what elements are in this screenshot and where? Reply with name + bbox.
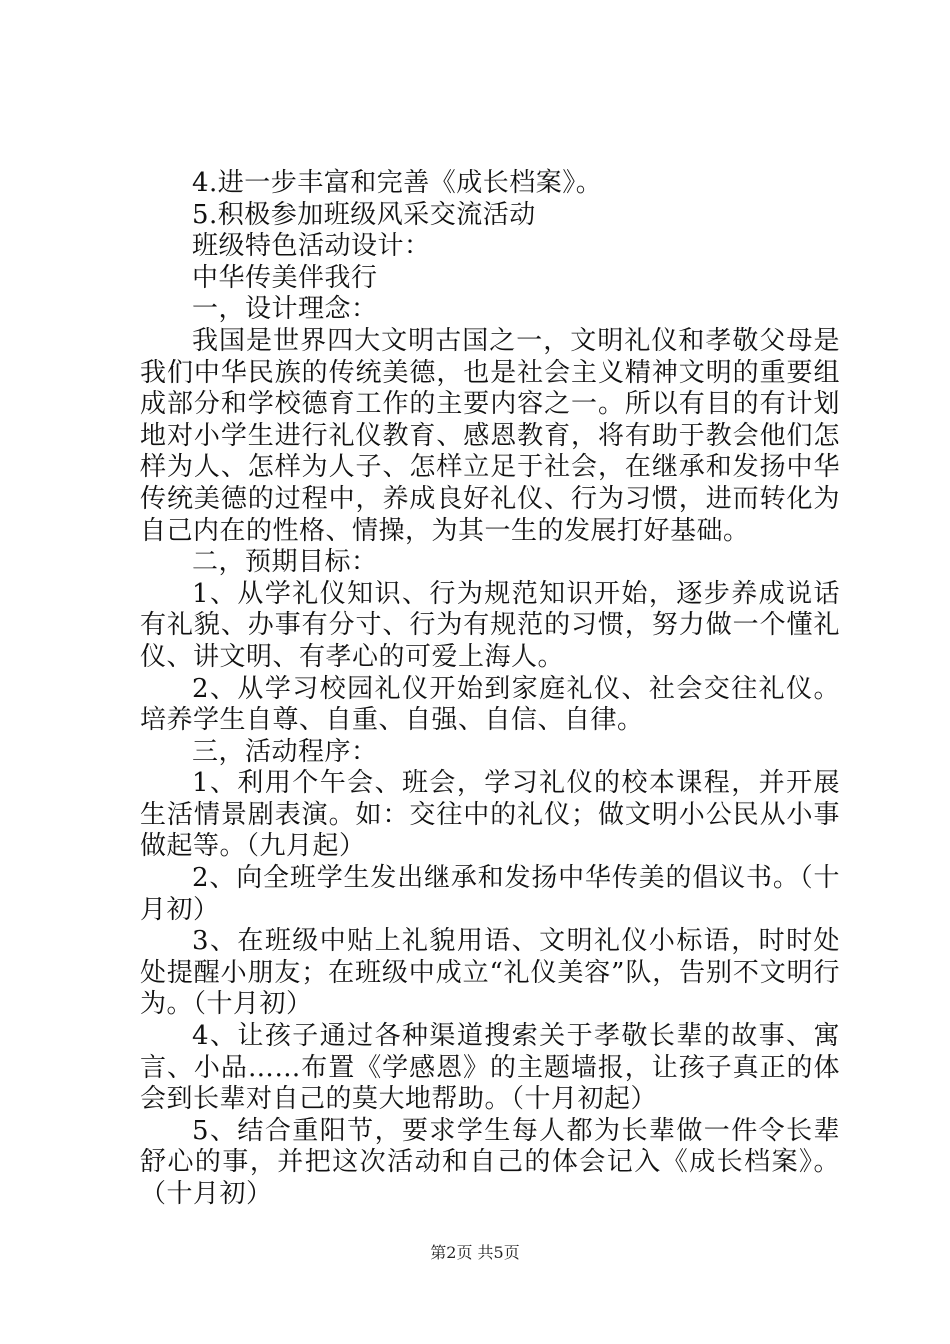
activity-title: 中华传美伴我行 xyxy=(192,262,378,293)
paragraph-procedure-3: 3、在班级中贴上礼貌用语、文明礼仪小标语，时时处处提醒小朋友；在班级中成立“礼仪美容”队，告别不文明行为。（十月初） xyxy=(140,926,840,1020)
paragraph-procedure-1: 1、利用个午会、班会，学习礼仪的校本课程，并开展生活情景剧表演。如：交往中的礼仪；做文明小公民从小事做起等。（九月起） xyxy=(140,768,840,862)
paragraph-procedure-4: 4、让孩子通过各种渠道搜索关于孝敬长辈的故事、寓言、小品……布置《学感恩》的主题墙报，让孩子真正的体会到长辈对自己的莫大地帮助。（十月初起） xyxy=(140,1021,840,1115)
section-heading-activity-procedure: 三，活动程序： xyxy=(192,736,378,767)
paragraph-item-5: 5.积极参加班级风采交流活动 xyxy=(192,199,536,230)
page-number-footer: 第2页 共5页 xyxy=(430,1243,520,1262)
paragraph-item-4: 4.进一步丰富和完善《成长档案》。 xyxy=(192,168,603,198)
paragraph-goal-2: 2、从学习校园礼仪开始到家庭礼仪、社会交往礼仪。培养学生自尊、自重、自强、自信、自律。 xyxy=(140,673,840,736)
paragraph-design-concept: 我国是世界四大文明古国之一，文明礼仪和孝敬父母是我们中华民族的传统美德，也是社会主义精神文明的重要组成部分和学校德育工作的主要内容之一。所以有目的有计划地对小学生进行礼仪教育、感恩教育，将有助于教会他们怎样为人、怎样为人子、怎样立足于社会，在继承和发扬中华传统美德的过程中，养成良好礼仪、行为习惯，进而转化为自己内在的性格、情操，为其一生的发展打好基础。 xyxy=(140,325,840,546)
paragraph-goal-1: 1、从学礼仪知识、行为规范知识开始，逐步养成说话有礼貌、办事有分寸、行为有规范的习惯，努力做一个懂礼仪、讲文明、有孝心的可爱上海人。 xyxy=(140,578,840,672)
document-body xyxy=(140,168,840,1211)
paragraph-procedure-5: 5、结合重阳节，要求学生每人都为长辈做一件令长辈舒心的事，并把这次活动和自己的体会记入《成长档案》。（十月初） xyxy=(140,1115,840,1209)
section-heading-expected-goals: 二，预期目标： xyxy=(192,547,378,578)
paragraph-procedure-2: 2、向全班学生发出继承和发扬中华传美的倡议书。（十月初） xyxy=(140,863,840,925)
section-heading-design-concept: 一，设计理念： xyxy=(192,294,378,325)
section-heading-activity-design: 班级特色活动设计： xyxy=(192,231,431,262)
